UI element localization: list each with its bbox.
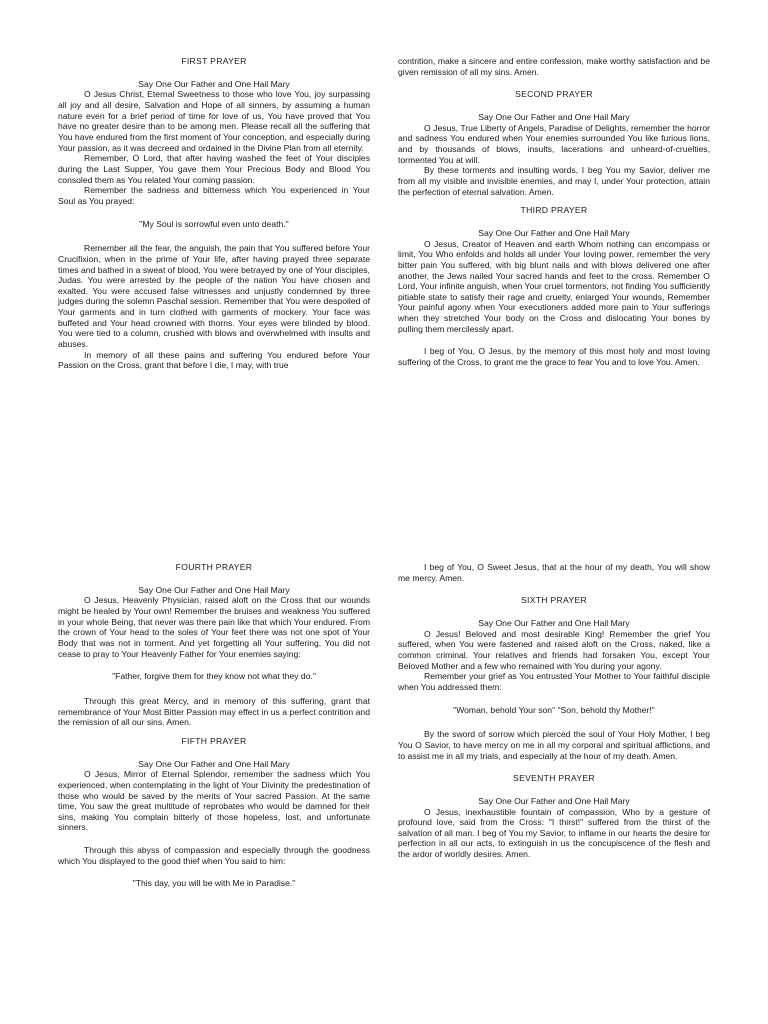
fourth-prayer-title: FOURTH PRAYER: [175, 562, 253, 572]
second-prayer-instruction: Say One Our Father and One Hail Mary: [478, 111, 630, 122]
third-prayer-paragraph-2: I beg of You, O Jesus, by the memory of this most holy and most loving suffering of the Cross, to grant me the grace to fear You and to love You. Amen.: [398, 346, 710, 368]
seventh-prayer-instruction: Say One Our Father and One Hail Mary: [478, 795, 630, 806]
fifth-prayer-paragraph-1: O Jesus, Mirror of Eternal Splendor, remember the sadness which You experienced, when contemplating in the light of Your Divinity the predestination of those who would be saved by the merits of Your sacred Passion. At the same time, You saw the great multitude of reprobates who would be damned for their sins, making You complain bitterly of those hopeless, lost, and unfortunate sinners.: [58, 769, 370, 833]
fifth-prayer-instruction: Say One Our Father and One Hail Mary: [138, 758, 290, 769]
fourth-prayer-instruction: Say One Our Father and One Hail Mary: [138, 584, 290, 595]
fifth-prayer-quote: "This day, you will be with Me in Paradise.": [132, 878, 296, 889]
first-prayer-paragraph-2: Remember, O Lord, that after having washed the feet of Your disciples during the Last Supper, You gave them Your Precious Body and Blood You consoled them as You related Your coming passion.: [58, 153, 370, 185]
first-prayer-instruction: Say One Our Father and One Hail Mary: [138, 78, 290, 89]
first-prayer-paragraph-1: O Jesus Christ, Eternal Sweetness to those who love You, joy surpassing all joy and all desire, Salvation and Hope of all sinners, by assuming a human nature even for a brief period of time for love of us, You have proved that You have no greater desire than to be among men. Please recall all the suffering that You have endured from the first moment of Your conception, and especially during Your passion, as it was decreed and ordained in the Divine Plan from all eternity.: [58, 89, 370, 153]
fifth-prayer-continuation: I beg of You, O Sweet Jesus, that at the hour of my death, You will show me mercy. Amen.: [398, 562, 710, 583]
sixth-prayer-paragraph-1: O Jesus! Beloved and most desirable King! Remember the grief You suffered, when You were fastened and raised aloft on the Cross, naked, like a common criminal. Your relatives and friends had forsaken You, except Your Beloved Mother and a few who remained with You during your agony.: [398, 628, 710, 671]
second-prayer-paragraph-2: By these torments and insulting words, I beg You my Savior, deliver me from all my visible and invisible enemies, and may I, under Your protection, attain the perfection of eternal salvation. Amen.: [398, 165, 710, 197]
fifth-prayer-title: FIFTH PRAYER: [181, 735, 247, 746]
fourth-prayer-paragraph-1: O Jesus, Heavenly Physician, raised aloft on the Cross that our wounds might be healed by Your own! Remember the bruises and weakness You suffered in your whole Being, that never was there pain like that which Your endured. From the crown of Your head to the soles of Your feet there was not one spot of Your Body that was not in torment. And yet forgetting all Your suffering, You did not cease to pray to Your Heavenly Father for Your enemies saying:: [58, 595, 370, 659]
second-prayer-title: SECOND PRAYER: [515, 89, 593, 100]
sixth-prayer-title: SIXTH PRAYER: [521, 595, 587, 606]
third-prayer-title: THIRD PRAYER: [520, 205, 588, 216]
sixth-prayer-instruction: Say One Our Father and One Hail Mary: [478, 617, 630, 628]
third-prayer-instruction: Say One Our Father and One Hail Mary: [478, 227, 630, 238]
seventh-prayer-title: SEVENTH PRAYER: [513, 773, 595, 784]
first-prayer-column: [58, 56, 370, 371]
second-prayer-paragraph-1: O Jesus, True Liberty of Angels, Paradise of Delights, remember the horror and sadness You endured when Your enemies surrounded You like furious lions, and by thousands of blows, insults, lacerations and unheard-of-cruelties, tormented You at will.: [398, 122, 710, 165]
fourth-fifth-prayer-column: [58, 562, 370, 903]
fourth-prayer-paragraph-2: Through this great Mercy, and in memory of this suffering, grant that remembrance of Your Most Bitter Passion may effect in us a perfect contrition and the remission of all our sins. Amen.: [58, 695, 370, 728]
first-prayer-continuation: contrition, make a sincere and entire confession, make worthy satisfaction and be given remission of all my sins. Amen.: [398, 56, 710, 77]
fifth-prayer-paragraph-2: Through this abyss of compassion and especially through the goodness which You displayed to the good thief when You said to him:: [58, 845, 370, 866]
sixth-prayer-paragraph-2: Remember your grief as You entrusted Your Mother to Your faithful disciple when You addressed them:: [398, 671, 710, 692]
sixth-seventh-prayer-column: [398, 562, 710, 860]
first-prayer-paragraph-5: In memory of all these pains and suffering You endured before Your Passion on the Cross, grant that before I die, I may, with true: [58, 349, 370, 371]
first-prayer-quote: "My Soul is sorrowful even unto death.": [139, 218, 289, 229]
sixth-prayer-paragraph-3: By the sword of sorrow which pierced the soul of Your Holy Mother, I beg You O Savior, to have mercy on me in all my corporal and spiritual afflictions, and to assist me in all my trials, and especially at the hour of my death. Amen.: [398, 729, 710, 761]
third-prayer-paragraph-1: O Jesus, Creator of Heaven and earth Whom nothing can encompass or limit, You Who enfolds and holds all under Your loving power, remember the very bitter pain You suffered, with big blunt nails and with blows delivered one after another, the Jews nailed Your sacred hands and feet to the cross. Remember O Lord, Your infinite anguish, when Your cruel tormentors, not finding You sufficiently pitiable state to satisfy their rage and cruelty, enlarged Your wounds, Remember Your painful agony when Your executioners added more pain to Your sufferings when they stretched Your body on the Cross and dislocating Your bones by pulling them mercilessly apart.: [398, 238, 710, 334]
first-prayer-paragraph-3: Remember the sadness and bitterness which You experienced in Your Soul as You prayed:: [58, 185, 370, 206]
first-prayer-paragraph-4: Remember all the fear, the anguish, the pain that You suffered before Your Crucifixion, when in the prime of Your life, after having prayed three separate times and bathed in a sweat of blood, You were betrayed by one of Your disciples, Judas. You were arrested by the people of the nation You have chosen and exalted. You were accused false witnesses and unjustly condemned by three judges during the solemn Paschal session. Remember that You were despoiled of Your garments and in turn clothed with garments of mockery. Your face was buffeted and Your head crowned with thorns. Your eyes were blinded by blood. You were tied to a column, crushed with blows and overwhelmed with insults and abuses.: [58, 243, 370, 350]
sixth-prayer-quote: "Woman, behold Your son" "Son, behold thy Mother!": [453, 704, 655, 715]
seventh-prayer-paragraph-1: O Jesus, inexhaustible fountain of compassion, Who by a gesture of profound love, said from the Cross: "I thirst!" suffered from the thirst of the salvation of all man. I beg of You my Savior, to inflame in our hearts the desire for perfection in all our acts, to extinguish in us the concupiscence of the flesh and the ardor of worldly desires. Amen.: [398, 806, 710, 860]
fourth-prayer-quote: "Father, forgive them for they know not what they do.": [112, 671, 316, 682]
second-third-prayer-column: [398, 56, 710, 368]
first-prayer-title: FIRST PRAYER: [181, 56, 247, 66]
